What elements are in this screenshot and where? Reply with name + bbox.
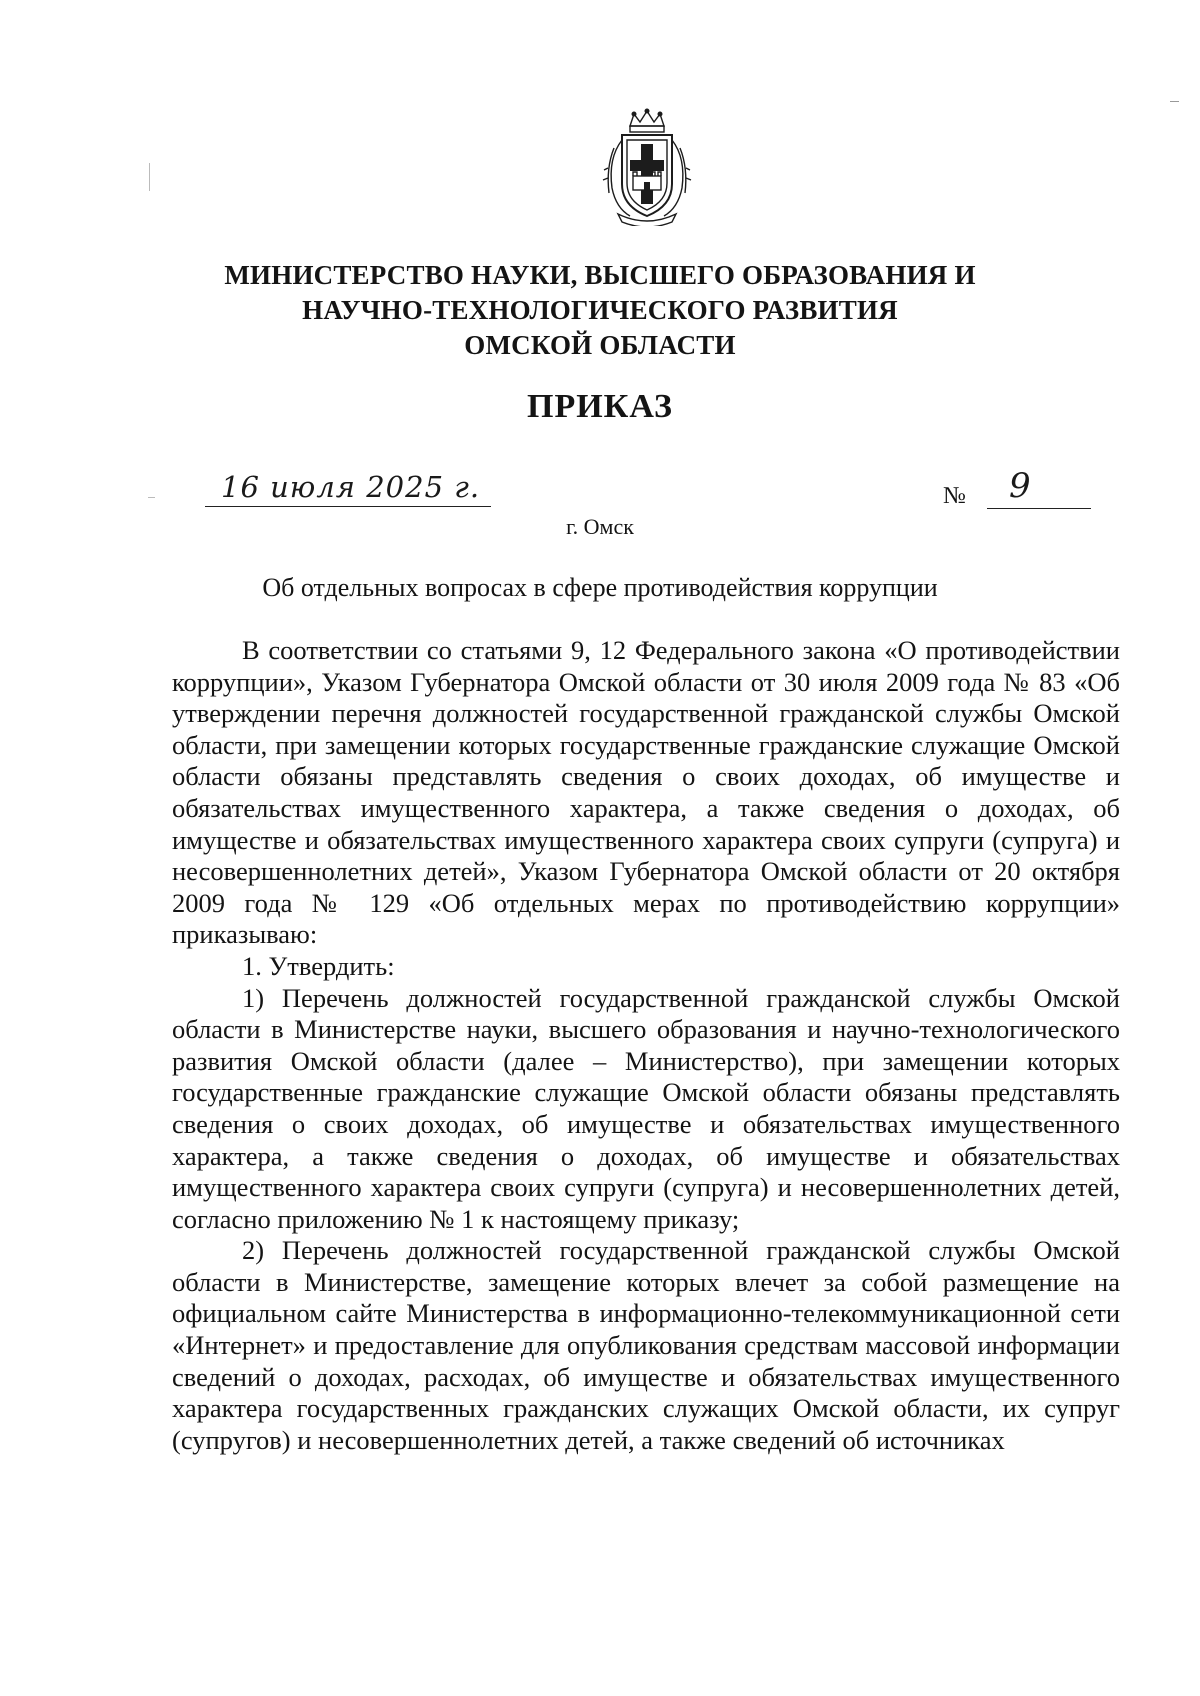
ministry-header-line: НАУЧНО-ТЕХНОЛОГИЧЕСКОГО РАЗВИТИЯ <box>302 295 898 325</box>
document-type-title: ПРИКАЗ <box>527 388 673 425</box>
scan-artifact-mark <box>1170 101 1179 102</box>
ministry-header-line: МИНИСТЕРСТВО НАУКИ, ВЫСШЕГО ОБРАЗОВАНИЯ И <box>224 260 976 290</box>
document-body <box>172 635 1120 1456</box>
scan-artifact-mark <box>149 163 153 191</box>
body-paragraph: 1. Утвердить: <box>242 950 395 981</box>
scan-artifact-mark <box>148 497 155 498</box>
date-field <box>205 470 491 507</box>
omsk-region-coat-of-arms-icon <box>600 108 694 226</box>
ministry-header-line: ОМСКОЙ ОБЛАСТИ <box>464 330 736 360</box>
number-sign-label: № <box>943 483 966 509</box>
ministry-header <box>150 258 1050 363</box>
body-paragraph: 1) Перечень должностей государственной гражданской службы Омской области в Министерстве науки, высшего образования и научно-технологического развития Омской области (далее – Министерство), при замещении которых государственные гражданские служащие Омской области обязаны представлять сведения о своих доходах, об имуществе и обязательствах имущественного характера, а также сведения о доходах, об имуществе и обязательствах имущественного характера своих супруги (супруга) и несовершеннолетних детей, согласно приложению № 1 к настоящему приказу; <box>172 982 1120 1234</box>
order-number-field <box>943 466 1091 510</box>
body-paragraph: В соответствии со статьями 9, 12 Федерального закона «О противодействии коррупции», Указом Губернатора Омской области от 30 июля 2009 года № 83 «Об утверждении перечня должностей государственной гражданской службы Омской области, при замещении которых государственные гражданские служащие Омской области обязаны представлять сведения о своих доходах, об имуществе и обязательствах имущественного характера, а также сведения о доходах, об имуществе и обязательствах имущественного характера своих супруги (супруга) и несовершеннолетних детей», Указом Губернатора Омской области от 20 октября 2009 года № 129 «Об отдельных мерах по противодействию коррупции» приказываю: <box>172 635 1120 950</box>
number-underline <box>987 466 1091 509</box>
city-label: г. Омск <box>566 514 634 539</box>
handwritten-date: 16 июля 2025 г. <box>221 470 481 504</box>
handwritten-number: 9 <box>1009 466 1031 506</box>
document-subject: Об отдельных вопросах в сфере противодействия коррупции <box>262 573 938 602</box>
body-paragraph: 2) Перечень должностей государственной гражданской службы Омской области в Министерстве, замещение которых влечет за собой размещение на официальном сайте Министерства в информационно-телекоммуникационной сети «Интернет» и предоставление для опубликования средствам массовой информации сведений о доходах, расходах, об имуществе и обязательствах имущественного характера государственных гражданских служащих Омской области, их супруг (супругов) и несовершеннолетних детей, а также сведений об источниках <box>172 1235 1120 1455</box>
